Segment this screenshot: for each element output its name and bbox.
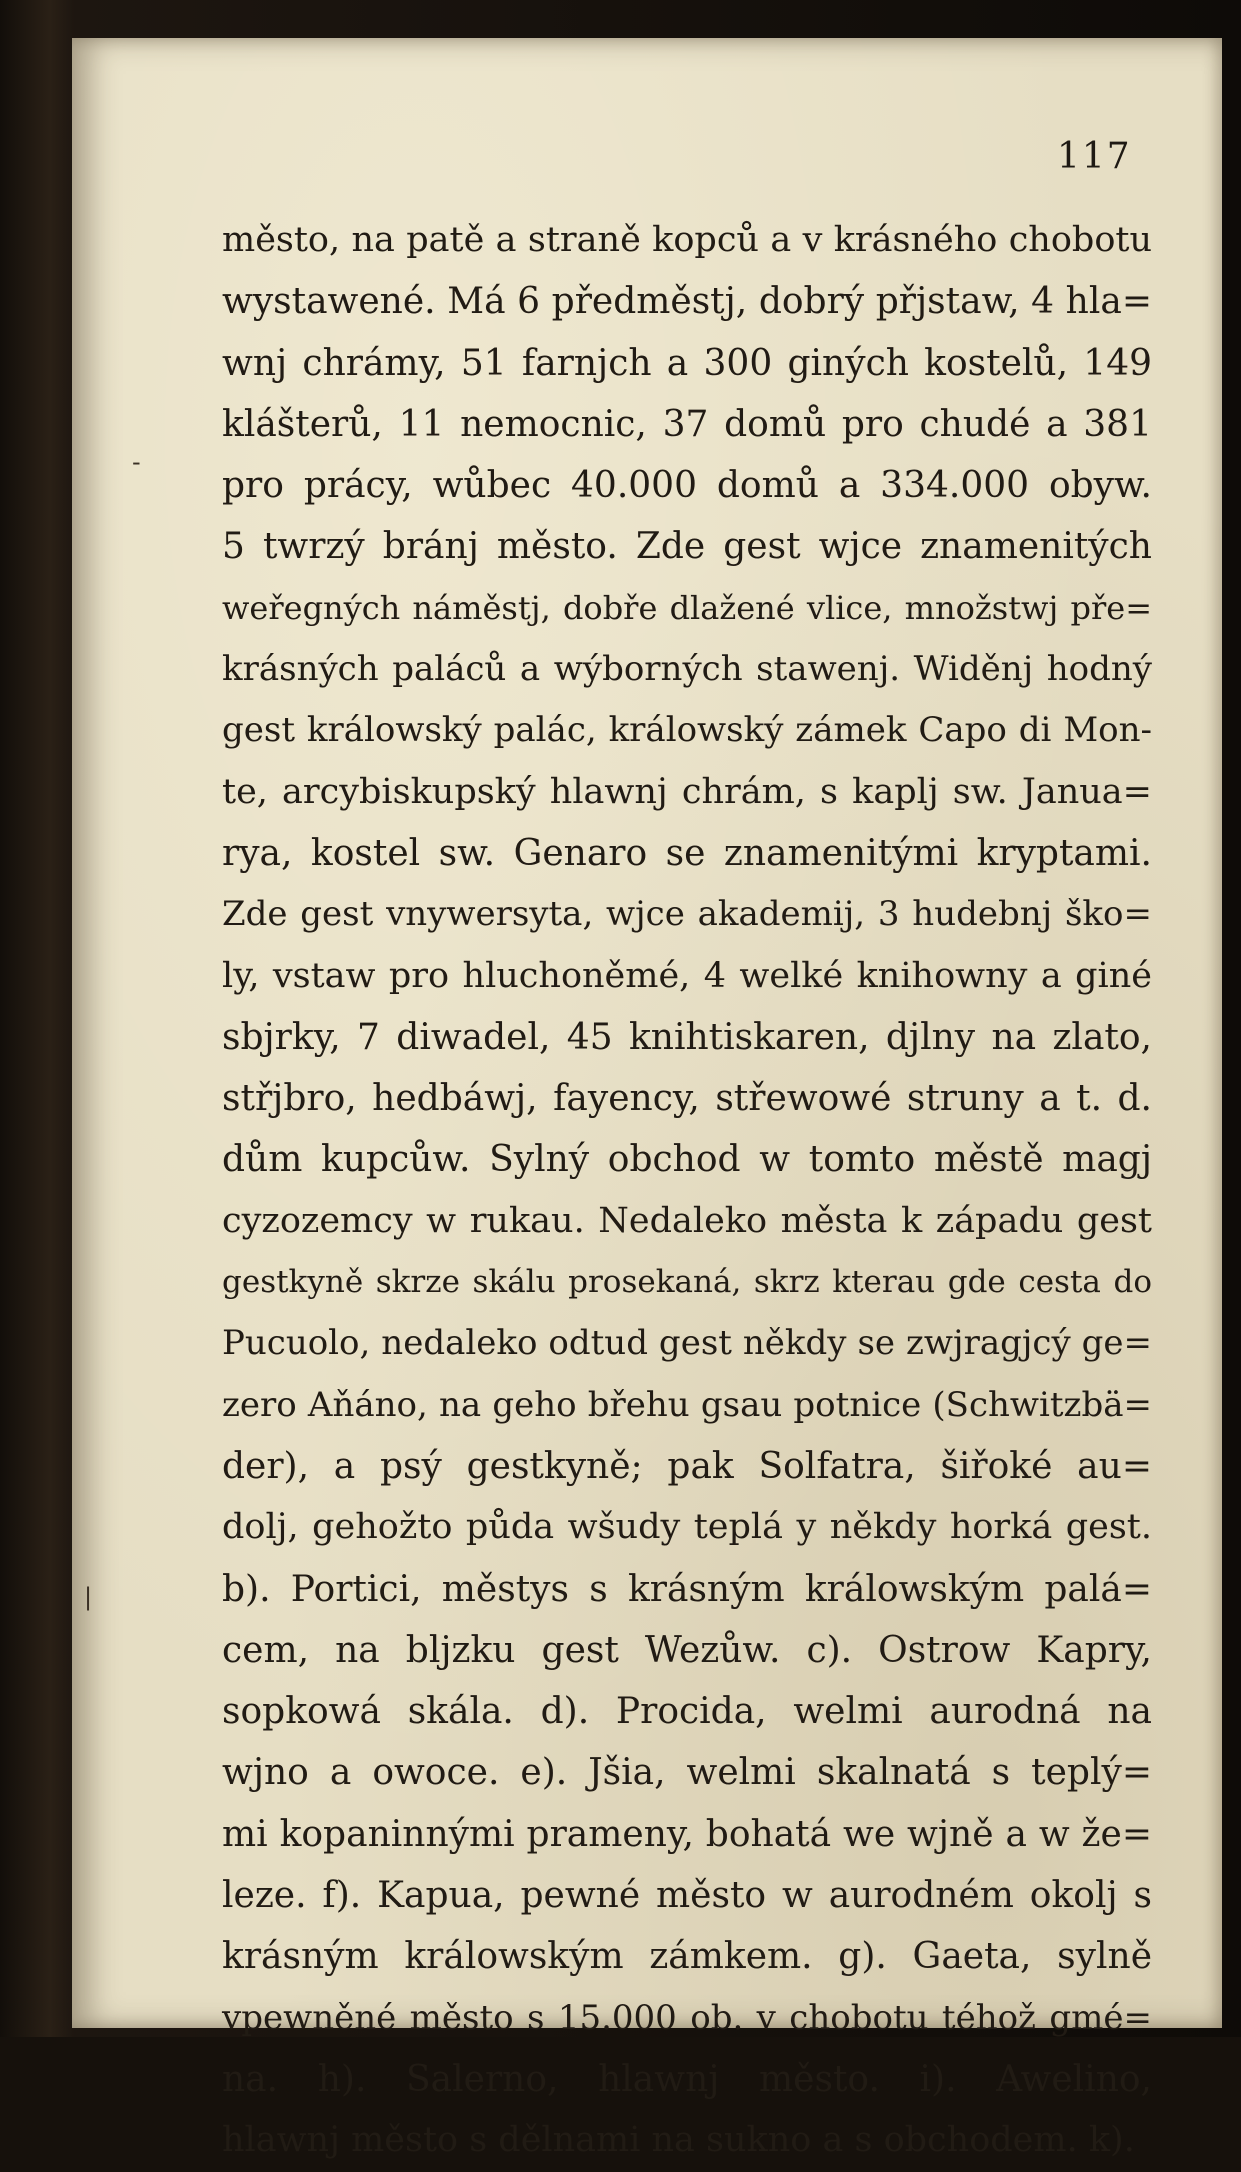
text-line: krásných paláců a wýborných stawenj. Widěnj hodný [222, 649, 1152, 690]
text-line: wnj chrámy, 51 farnjch a 300 giných kostelů, 149 [222, 342, 1152, 384]
text-line: sopkowá skála. d). Procida, welmi aurodná na [222, 1691, 1152, 1733]
margin-dash: - [132, 448, 141, 476]
margin-tick: | [84, 1583, 93, 1611]
text-line: pro prácy, wůbec 40.000 domů a 334.000 obyw. [222, 465, 1152, 507]
text-line: Zde gest vnywersyta, wjce akademij, 3 hudebnj ško= [222, 894, 1152, 935]
text-line: te, arcybiskupský hlawnj chrám, s kaplj sw. Janua= [222, 771, 1152, 812]
text-line: 5 twrzý bránj město. Zde gest wjce znamenitých [222, 526, 1152, 568]
text-line: krásným králowským zámkem. g). Gaeta, sylně [222, 1936, 1152, 1978]
text-line: na. h). Salerno, hlawnj město. i). Awelino, [222, 2058, 1152, 2100]
text-line: gestkyně skrze skálu prosekaná, skrz kterau gde cesta do [222, 1264, 1152, 1301]
text-line: wystawené. Má 6 předměstj, dobrý přjstaw, 4 hla= [222, 281, 1152, 323]
text-line: město, na patě a straně kopců a v krásného chobotu [222, 220, 1152, 260]
text-line: hlawnj město s dělnami na sukno a s obchodem. k). [222, 2120, 1135, 2161]
text-line: Pucuolo, nedaleko odtud gest někdy se zwjragjcý ge= [222, 1323, 1152, 1364]
text-line: cem, na bljzku gest Wezůw. c). Ostrow Kapry, [222, 1629, 1152, 1671]
text-line: zero Aňáno, na geho břehu gsau potnice (Schwitzbä= [222, 1384, 1152, 1425]
text-line: mi kopaninnými prameny, bohatá we wjně a w že= [222, 1813, 1152, 1855]
text-line: dům kupcůw. Sylný obchod w tomto městě magj [222, 1139, 1152, 1181]
text-line: der), a psý gestkyně; pak Solfatra, šiřoké au= [222, 1445, 1152, 1487]
text-line: wjno a owoce. e). Jšia, welmi skalnatá s teplý= [222, 1752, 1152, 1794]
text-line: klášterů, 11 nemocnic, 37 domů pro chudé a 381 [222, 403, 1152, 445]
text-line: vpewněné město s 15.000 ob. v chobotu téhož gmé= [222, 1997, 1152, 2038]
text-line: sbjrky, 7 diwadel, 45 knihtiskaren, djlny na zlato, [222, 1016, 1152, 1058]
page-number: 117 [1057, 136, 1132, 177]
text-line: cyzozemcy w rukau. Nedaleko města k západu gest [222, 1200, 1152, 1241]
text-line: weřegných náměstj, dobře dlažené vlice, množstwj pře= [222, 588, 1152, 627]
book-page [72, 38, 1222, 2161]
text-line: dolj, gehožto půda wšudy teplá y někdy horká gest. [222, 1507, 1152, 1548]
text-line: b). Portici, městys s krásným králowským palá= [222, 1568, 1152, 1610]
text-line: gest králowský palác, králowský zámek Capo di Mon- [222, 710, 1152, 751]
body-text [222, 210, 1152, 2172]
text-line: rya, kostel sw. Genaro se znamenitými kryptami. [222, 832, 1152, 874]
text-line: ly, vstaw pro hluchoněmé, 4 welké knihowny a giné [222, 955, 1152, 996]
text-line: střjbro, hedbáwj, fayency, střewowé struny a t. d. [222, 1078, 1152, 1120]
text-line: leze. f). Kapua, pewné město w aurodném okolj s [222, 1875, 1152, 1917]
